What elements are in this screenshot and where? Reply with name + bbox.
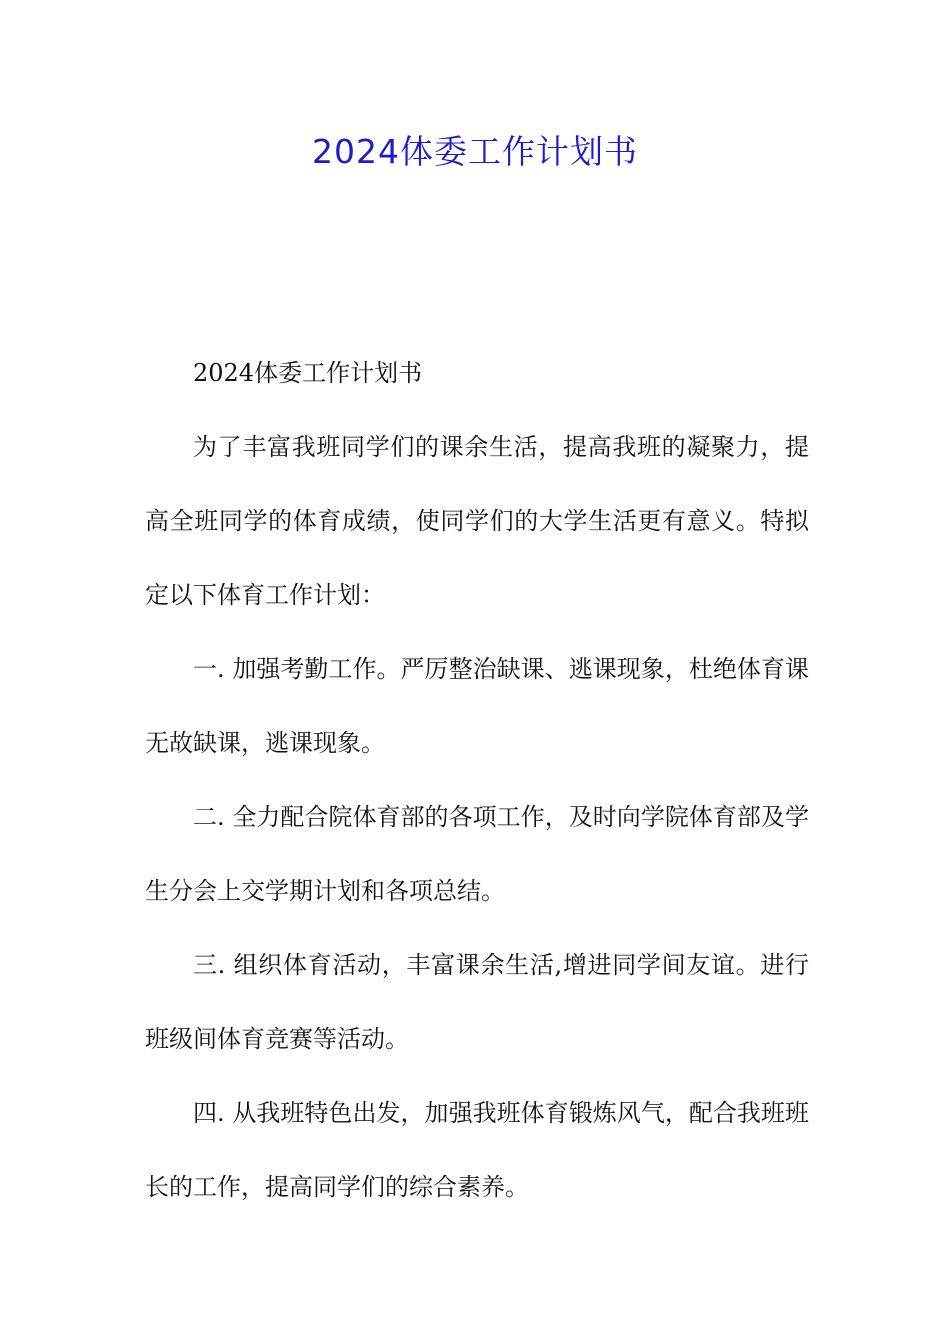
paragraph-item-2: 二. 全力配合院体育部的各项工作，及时向学院体育部及学生分会上交学期计划和各项总结。 <box>145 803 809 905</box>
document-body <box>145 336 809 1224</box>
document-heading: 2024体委工作计划书 <box>193 359 423 387</box>
document-title: 2024体委工作计划书 <box>312 132 638 171</box>
paragraph-intro: 为了丰富我班同学们的课余生活，提高我班的凝聚力，提高全班同学的体育成绩，使同学们的大学生活更有意义。特拟定以下体育工作计划： <box>145 433 809 609</box>
paragraph-item-4: 四. 从我班特色出发，加强我班体育锻炼风气，配合我班班长的工作，提高同学们的综合素养。 <box>145 1099 809 1201</box>
paragraph-item-3: 三. 组织体育活动，丰富课余生活,增进同学间友谊。进行班级间体育竞赛等活动。 <box>145 951 809 1053</box>
paragraph-item-1: 一. 加强考勤工作。严厉整治缺课、逃课现象，杜绝体育课无故缺课，逃课现象。 <box>145 655 809 757</box>
